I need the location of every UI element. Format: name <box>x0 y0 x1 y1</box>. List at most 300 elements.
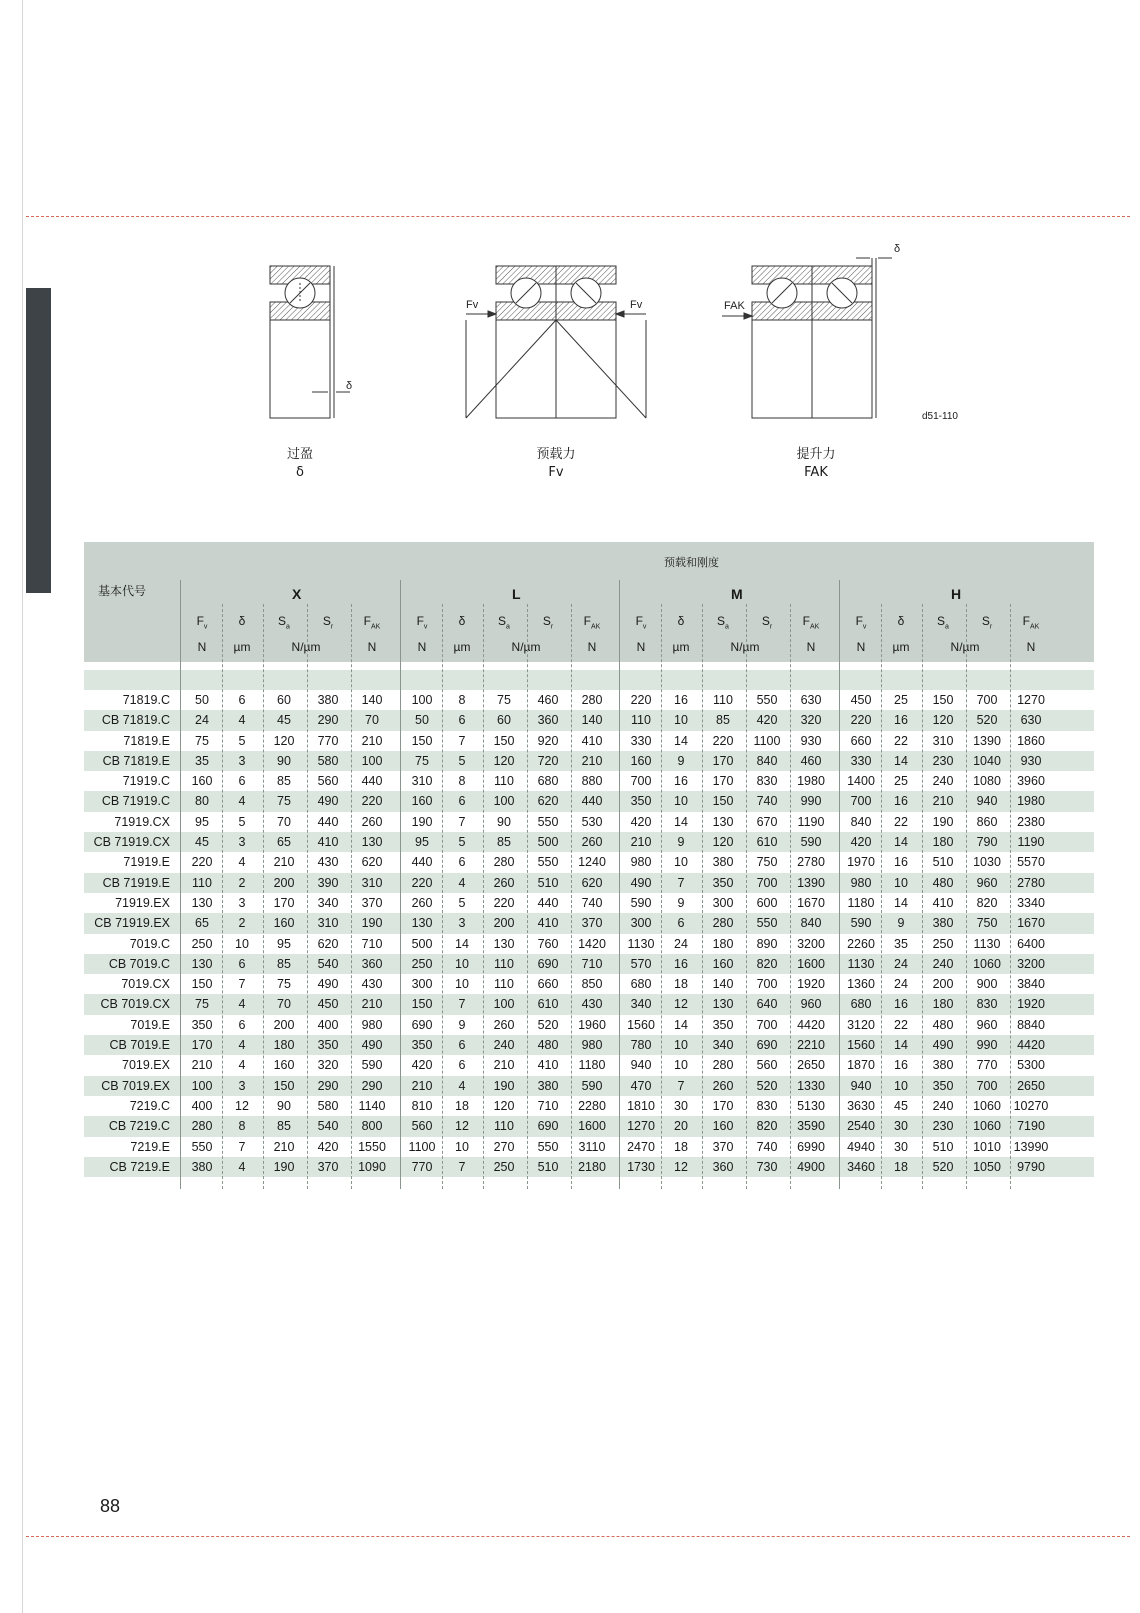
row-value: 6 <box>458 1038 466 1053</box>
row-value: 390 <box>317 875 339 890</box>
row-value: 110 <box>494 774 514 789</box>
table-row <box>84 832 1094 852</box>
row-code: CB 71919.C <box>101 794 170 809</box>
row-value: 460 <box>537 693 559 707</box>
column-separator <box>702 604 703 1189</box>
row-value: 530 <box>581 814 603 829</box>
row-value: 6990 <box>797 1139 825 1154</box>
column-separator <box>790 604 791 1189</box>
row-value: 14 <box>674 814 688 829</box>
row-value: 18 <box>674 977 688 992</box>
group-separator <box>619 580 620 1189</box>
row-value: 10 <box>235 936 249 951</box>
row-value: 890 <box>756 936 778 951</box>
row-value: 540 <box>317 956 339 971</box>
row-value: 3200 <box>797 936 825 951</box>
row-value: 10 <box>674 1058 688 1073</box>
row-value: 290 <box>317 1078 339 1093</box>
row-value: 75 <box>415 753 429 768</box>
row-value: 110 <box>494 956 514 971</box>
subheader-m-4: $F_{AK}$ <box>802 614 820 631</box>
unit-x-1: µm <box>233 640 251 654</box>
row-value: 1670 <box>797 895 825 910</box>
row-value: 200 <box>932 977 954 992</box>
row-value: 550 <box>756 693 778 707</box>
header-spacer-stripe <box>84 670 1094 690</box>
row-value: 120 <box>493 753 515 768</box>
row-value: 440 <box>581 794 603 809</box>
row-value: 620 <box>361 855 383 870</box>
row-value: 12 <box>235 1098 249 1113</box>
row-value: 190 <box>932 814 954 829</box>
row-value: 990 <box>800 794 822 809</box>
table-row <box>84 1116 1094 1136</box>
row-value: 210 <box>581 753 603 768</box>
row-value: 2780 <box>797 855 825 870</box>
row-value: 930 <box>1020 753 1042 768</box>
group-header-l: L <box>512 586 521 602</box>
row-value: 100 <box>191 1078 213 1093</box>
row-value: 510 <box>932 855 954 870</box>
fv-right-label: Fv <box>630 299 643 311</box>
row-value: 16 <box>674 693 688 707</box>
row-value: 4940 <box>847 1139 875 1154</box>
row-value: 190 <box>273 1159 295 1174</box>
row-value: 4 <box>458 875 466 890</box>
row-value: 1870 <box>847 1058 875 1073</box>
row-value: 290 <box>317 713 339 728</box>
row-value: 860 <box>976 814 998 829</box>
row-value: 350 <box>712 1017 734 1032</box>
row-value: 10 <box>674 855 688 870</box>
row-code: 71919.EX <box>115 895 170 910</box>
row-value: 840 <box>756 753 778 768</box>
row-value: 700 <box>756 875 778 890</box>
row-value: 16 <box>894 794 908 809</box>
row-value: 550 <box>756 916 778 931</box>
row-value: 2210 <box>797 1038 825 1053</box>
row-value: 280 <box>712 1058 734 1073</box>
row-value: 1600 <box>578 1119 606 1134</box>
row-value: 240 <box>932 774 954 789</box>
row-value: 6 <box>238 1017 246 1032</box>
row-value: 70 <box>365 713 379 728</box>
row-value: 10 <box>894 875 908 890</box>
row-value: 490 <box>317 977 339 992</box>
row-value: 50 <box>195 693 209 707</box>
unit-l-2: N/µm <box>511 640 541 654</box>
row-value: 1960 <box>578 1017 606 1032</box>
row-value: 6 <box>458 713 466 728</box>
row-value: 230 <box>932 1119 954 1134</box>
row-value: 45 <box>277 713 291 728</box>
row-value: 1130 <box>627 936 655 951</box>
row-value: 380 <box>317 693 339 707</box>
row-value: 680 <box>630 977 652 992</box>
row-value: 740 <box>756 1139 778 1154</box>
row-code: CB 71919.EX <box>94 916 170 931</box>
row-value: 10270 <box>1013 1098 1049 1113</box>
row-value: 210 <box>361 733 383 748</box>
row-value: 700 <box>630 774 652 789</box>
row-value: 220 <box>411 875 433 890</box>
row-value: 220 <box>493 895 515 910</box>
row-value: 250 <box>411 956 433 971</box>
row-value: 470 <box>630 1078 652 1093</box>
row-value: 8 <box>458 693 466 707</box>
row-value: 160 <box>273 1058 295 1073</box>
row-code: 71919.CX <box>114 814 170 829</box>
row-value: 610 <box>537 997 559 1012</box>
row-value: 770 <box>976 1058 998 1073</box>
row-value: 120 <box>712 835 734 850</box>
row-value: 380 <box>191 1159 213 1174</box>
row-value: 7 <box>458 1159 466 1174</box>
bearing-pair-liftoff-drawing <box>722 258 892 418</box>
row-code: 71919.C <box>122 774 170 789</box>
table-row <box>84 751 1094 771</box>
table-row <box>84 954 1094 974</box>
row-value: 510 <box>537 1159 559 1174</box>
row-value: 16 <box>894 997 908 1012</box>
row-value: 330 <box>850 753 872 768</box>
row-value: 60 <box>497 713 511 728</box>
row-value: 270 <box>493 1139 515 1154</box>
row-value: 260 <box>361 814 383 829</box>
row-value: 370 <box>361 895 383 910</box>
row-value: 420 <box>756 713 778 728</box>
subheader-x-4: $F_{AK}$ <box>363 614 381 631</box>
row-value: 95 <box>277 936 291 951</box>
row-value: 22 <box>894 1017 908 1032</box>
row-value: 260 <box>493 875 515 890</box>
row-value: 65 <box>195 916 209 931</box>
row-value: 35 <box>195 753 209 768</box>
subheader-m-1: δ <box>677 614 685 628</box>
row-value: 150 <box>712 794 734 809</box>
row-value: 1190 <box>1017 835 1045 850</box>
row-value: 70 <box>277 997 291 1012</box>
row-value: 430 <box>581 997 603 1012</box>
row-value: 680 <box>537 774 559 789</box>
row-value: 310 <box>361 875 383 890</box>
row-value: 690 <box>411 1017 433 1032</box>
row-value: 190 <box>411 814 433 829</box>
table-row <box>84 974 1094 994</box>
row-value: 45 <box>894 1098 908 1113</box>
row-value: 12 <box>674 1159 688 1174</box>
row-value: 110 <box>494 977 514 992</box>
row-value: 5130 <box>797 1098 825 1113</box>
group-separator <box>839 580 840 1189</box>
row-value: 150 <box>411 733 433 748</box>
row-value: 780 <box>630 1038 652 1053</box>
row-value: 460 <box>800 753 822 768</box>
row-value: 440 <box>317 814 339 829</box>
row-value: 700 <box>756 1017 778 1032</box>
row-value: 550 <box>191 1139 213 1154</box>
row-value: 210 <box>932 794 954 809</box>
row-value: 190 <box>493 1078 515 1093</box>
row-value: 1550 <box>358 1139 386 1154</box>
subheader-m-3: $S_r$ <box>761 614 773 631</box>
row-value: 1130 <box>973 936 1001 951</box>
row-value: 1050 <box>973 1159 1001 1174</box>
row-value: 550 <box>537 814 559 829</box>
row-value: 18 <box>674 1139 688 1154</box>
row-value: 310 <box>317 916 339 931</box>
row-value: 1730 <box>627 1159 655 1174</box>
row-value: 2 <box>238 916 246 931</box>
row-value: 35 <box>894 936 908 951</box>
row-value: 10 <box>455 977 469 992</box>
row-value: 240 <box>932 956 954 971</box>
row-code: CB 7019.C <box>108 956 170 971</box>
column-separator <box>263 604 264 1189</box>
row-value: 45 <box>195 835 209 850</box>
row-value: 80 <box>195 794 209 809</box>
row-value: 680 <box>850 997 872 1012</box>
row-value: 980 <box>581 1038 603 1053</box>
row-value: 14 <box>894 835 908 850</box>
row-value: 3 <box>458 916 466 931</box>
row-value: 6 <box>458 794 466 809</box>
row-value: 75 <box>277 977 291 992</box>
row-code: 7019.E <box>130 1017 170 1032</box>
row-value: 1980 <box>1017 794 1045 809</box>
row-value: 370 <box>317 1159 339 1174</box>
row-value: 580 <box>317 753 339 768</box>
row-value: 420 <box>850 835 872 850</box>
row-value: 520 <box>537 1017 559 1032</box>
row-value: 1130 <box>847 956 875 971</box>
row-value: 16 <box>674 956 688 971</box>
table-row <box>84 812 1094 832</box>
row-value: 600 <box>756 895 778 910</box>
column-separator <box>527 604 528 1189</box>
row-value: 730 <box>756 1159 778 1174</box>
row-value: 3120 <box>847 1017 875 1032</box>
row-value: 4900 <box>797 1159 825 1174</box>
row-value: 290 <box>361 1078 383 1093</box>
column-separator <box>307 604 308 1189</box>
row-value: 850 <box>581 977 603 992</box>
caption-label: 预载力 <box>536 447 576 462</box>
row-code: CB 71819.E <box>102 753 170 768</box>
row-value: 1030 <box>973 855 1001 870</box>
row-value: 980 <box>361 1017 383 1032</box>
row-value: 130 <box>712 997 734 1012</box>
row-value: 130 <box>411 916 433 931</box>
row-code: CB 7019.E <box>109 1038 170 1053</box>
row-value: 24 <box>894 956 908 971</box>
row-value: 450 <box>850 693 872 707</box>
row-value: 490 <box>932 1038 954 1053</box>
bottom-dashed-rule <box>26 1536 1130 1537</box>
table-row <box>84 994 1094 1014</box>
row-value: 1970 <box>847 855 875 870</box>
row-value: 6 <box>238 956 246 971</box>
row-value: 5300 <box>1017 1058 1045 1073</box>
row-value: 3 <box>238 1078 246 1093</box>
subheader-l-1: δ <box>458 614 466 628</box>
row-value: 110 <box>631 713 651 728</box>
subheader-l-3: $S_r$ <box>542 614 554 631</box>
row-value: 120 <box>273 733 295 748</box>
row-value: 9 <box>677 895 685 910</box>
row-code: 7219.C <box>129 1098 170 1113</box>
row-value: 300 <box>630 916 652 931</box>
row-value: 250 <box>191 936 213 951</box>
row-value: 750 <box>976 916 998 931</box>
row-value: 170 <box>273 895 295 910</box>
row-value: 280 <box>191 1119 213 1134</box>
row-value: 720 <box>537 753 559 768</box>
row-value: 3340 <box>1017 895 1045 910</box>
row-value: 4420 <box>1017 1038 1045 1053</box>
row-value: 85 <box>277 956 291 971</box>
caption-liftoff <box>780 446 852 482</box>
subheader-h-3: $S_r$ <box>981 614 993 631</box>
row-value: 2 <box>238 875 246 890</box>
row-value: 85 <box>277 1119 291 1134</box>
row-value: 4420 <box>797 1017 825 1032</box>
row-value: 25 <box>894 774 908 789</box>
row-value: 180 <box>712 936 734 951</box>
row-value: 14 <box>455 936 469 951</box>
row-value: 4 <box>238 997 246 1012</box>
row-value: 1670 <box>1017 916 1045 931</box>
row-value: 260 <box>411 895 433 910</box>
preload-stiffness-table <box>84 542 1094 1177</box>
row-value: 660 <box>850 733 872 748</box>
row-value: 8 <box>458 774 466 789</box>
row-value: 2380 <box>1017 814 1045 829</box>
row-value: 790 <box>976 835 998 850</box>
unit-h-3: N <box>1026 640 1036 654</box>
row-value: 510 <box>932 1139 954 1154</box>
row-value: 150 <box>493 733 515 748</box>
row-value: 980 <box>850 875 872 890</box>
caption-interference <box>270 446 330 482</box>
row-value: 2540 <box>847 1119 875 1134</box>
row-value: 100 <box>411 693 433 707</box>
row-value: 24 <box>674 936 688 951</box>
row-value: 1270 <box>627 1119 655 1134</box>
row-value: 14 <box>674 733 688 748</box>
row-value: 2280 <box>578 1098 606 1113</box>
row-value: 24 <box>894 977 908 992</box>
column-separator <box>1010 604 1011 1189</box>
row-value: 1190 <box>797 814 825 829</box>
row-value: 300 <box>411 977 433 992</box>
caption-symbol: Fv <box>548 465 564 480</box>
row-value: 560 <box>411 1119 433 1134</box>
row-code: 7019.EX <box>122 1058 170 1073</box>
row-value: 1080 <box>973 774 1001 789</box>
row-value: 310 <box>932 733 954 748</box>
row-value: 90 <box>277 753 291 768</box>
row-value: 340 <box>712 1038 734 1053</box>
row-value: 30 <box>894 1119 908 1134</box>
row-value: 1240 <box>578 855 606 870</box>
row-value: 220 <box>191 855 213 870</box>
row-value: 220 <box>712 733 734 748</box>
column-separator <box>442 604 443 1189</box>
row-value: 75 <box>497 693 511 707</box>
row-value: 7 <box>677 1078 685 1093</box>
unit-x-0: N <box>197 640 207 654</box>
row-value: 1010 <box>973 1139 1001 1154</box>
row-value: 590 <box>361 1058 383 1073</box>
row-value: 9 <box>458 1017 466 1032</box>
row-value: 750 <box>756 855 778 870</box>
row-value: 14 <box>674 1017 688 1032</box>
row-value: 220 <box>630 693 652 707</box>
row-value: 820 <box>756 956 778 971</box>
row-value: 130 <box>361 835 383 850</box>
row-value: 65 <box>277 835 291 850</box>
row-value: 440 <box>537 895 559 910</box>
row-value: 620 <box>537 794 559 809</box>
row-value: 70 <box>277 814 291 829</box>
row-value: 1600 <box>797 956 825 971</box>
row-value: 160 <box>191 774 213 789</box>
row-value: 620 <box>581 875 603 890</box>
table-row <box>84 1015 1094 1035</box>
row-value: 7 <box>458 997 466 1012</box>
row-value: 830 <box>756 1098 778 1113</box>
row-value: 620 <box>317 936 339 951</box>
row-value: 570 <box>630 956 652 971</box>
row-value: 260 <box>581 835 603 850</box>
row-value: 100 <box>361 753 383 768</box>
row-value: 350 <box>630 794 652 809</box>
row-value: 520 <box>976 713 998 728</box>
row-value: 770 <box>317 733 339 748</box>
row-value: 1090 <box>358 1159 386 1174</box>
row-value: 1390 <box>797 875 825 890</box>
row-value: 1100 <box>408 1139 436 1154</box>
row-value: 1180 <box>578 1058 606 1073</box>
row-value: 100 <box>493 997 515 1012</box>
table-row <box>84 893 1094 913</box>
row-code: 7019.CX <box>121 977 170 992</box>
row-value: 1560 <box>627 1017 655 1032</box>
unit-x-3: N <box>367 640 377 654</box>
row-value: 280 <box>581 693 603 707</box>
row-value: 160 <box>630 753 652 768</box>
row-value: 700 <box>850 794 872 809</box>
row-value: 60 <box>277 693 291 707</box>
table-row <box>84 710 1094 730</box>
row-code: CB 71819.C <box>101 713 170 728</box>
row-code: 71819.C <box>122 693 170 707</box>
row-value: 85 <box>497 835 511 850</box>
row-value: 710 <box>361 936 383 951</box>
unit-l-0: N <box>417 640 427 654</box>
row-value: 960 <box>976 1017 998 1032</box>
row-value: 410 <box>581 733 603 748</box>
row-value: 770 <box>411 1159 433 1174</box>
unit-h-1: µm <box>892 640 910 654</box>
fv-left-label: Fv <box>466 299 479 311</box>
row-value: 18 <box>455 1098 469 1113</box>
subheader-x-0: $F_v$ <box>196 614 208 631</box>
row-value: 1980 <box>797 774 825 789</box>
row-value: 1060 <box>973 1119 1001 1134</box>
row-value: 4 <box>238 713 246 728</box>
